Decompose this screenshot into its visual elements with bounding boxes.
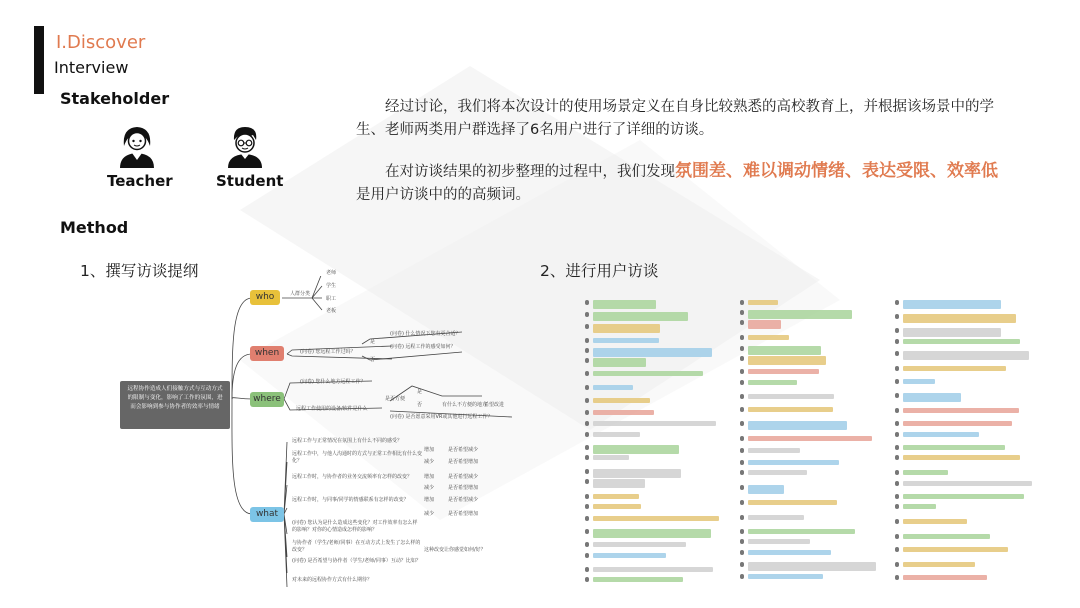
speaker-icon [895, 379, 899, 384]
speaker-icon [740, 515, 744, 520]
where-sub-1: 是否方便 [385, 396, 406, 402]
section-subtitle: Interview [54, 58, 129, 77]
transcript-column-3 [895, 296, 1035, 586]
speaker-icon [895, 351, 899, 356]
what-item: (问卷) 您认为是什么造成这些变化？对工作效率有怎么样的影响？对你的心情造成怎样的影响？ [292, 520, 418, 533]
when-yes-question: (问卷) 什么情况下您有更合适？ [390, 331, 461, 337]
what-item: 远程工作中，与他人沟通时的方式与正常工作相比有什么变化？ [292, 451, 423, 464]
speaker-icon [895, 575, 899, 580]
speaker-icon [585, 516, 589, 521]
transcript-text-block [903, 328, 1001, 337]
transcript-text-block [748, 470, 807, 475]
section-title: Ⅰ.Discover [56, 32, 146, 53]
transcript-text-block [593, 542, 686, 547]
transcript-text-block [903, 519, 967, 524]
speaker-icon [895, 432, 899, 437]
when-yes: 是 [370, 339, 376, 345]
transcript-text-block [593, 300, 656, 309]
transcript-text-block [748, 500, 837, 505]
speaker-icon [585, 553, 589, 558]
transcript-text-block [748, 407, 833, 412]
mindmap-node-what: what [250, 507, 284, 522]
transcript-text-block [748, 310, 852, 319]
transcript-text-block [593, 421, 716, 426]
transcript-text-block [903, 494, 1024, 499]
transcript-text-block [593, 338, 659, 343]
speaker-icon [585, 445, 589, 450]
speaker-icon [585, 358, 589, 363]
transcript-text-block [748, 448, 800, 453]
what-item: 远程工作与正常情况在氛围上有什么不同的感受？ [292, 438, 403, 444]
where-sub-no-answer: 希望改进 [484, 402, 505, 408]
transcript-text-block [903, 300, 1001, 309]
speaker-icon [895, 445, 899, 450]
speaker-icon [740, 529, 744, 534]
speaker-icon [585, 479, 589, 484]
mindmap-node-when: when [250, 346, 284, 361]
transcript-text-block [903, 421, 1012, 426]
speaker-icon [895, 393, 899, 398]
speaker-icon [585, 348, 589, 353]
who-item: 老师 [326, 270, 337, 276]
speaker-icon [585, 469, 589, 474]
transcript-text-block [593, 469, 681, 478]
transcript-text-block [593, 479, 645, 488]
what-sub: 减少 [424, 485, 435, 491]
transcript-text-block [748, 394, 834, 399]
paragraph-2-post: 是用户访谈中的的高频词。 [356, 187, 530, 203]
student-avatar-icon [224, 124, 266, 170]
speaker-icon [585, 398, 589, 403]
what-sub: 增加 [424, 474, 435, 480]
transcript-text-block [748, 574, 823, 579]
speaker-icon [585, 410, 589, 415]
speaker-icon [895, 494, 899, 499]
transcript-text-block [903, 534, 990, 539]
speaker-icon [740, 380, 744, 385]
speaker-icon [895, 421, 899, 426]
transcript-text-block [903, 366, 1006, 371]
paragraph-1: 经过讨论，我们将本次设计的使用场景定义在自身比较熟悉的高校教育上，并根据该场景中的学生、老师两类用户群选择了6名用户进行了详细的访谈。 [356, 99, 994, 138]
transcript-text-block [593, 410, 654, 415]
transcript-text-block [903, 562, 975, 567]
transcript-text-block [903, 408, 1019, 413]
transcript-text-block [593, 577, 683, 582]
speaker-icon [740, 356, 744, 361]
speaker-icon [585, 300, 589, 305]
speaker-icon [895, 300, 899, 305]
speaker-icon [740, 485, 744, 490]
speaker-icon [895, 562, 899, 567]
transcript-text-block [903, 481, 1032, 486]
transcript-text-block [903, 445, 1005, 450]
speaker-icon [740, 562, 744, 567]
teacher-label: Teacher [107, 172, 173, 190]
speaker-icon [585, 577, 589, 582]
transcript-text-block [748, 320, 781, 329]
speaker-icon [740, 320, 744, 325]
paragraph-2 [356, 160, 1006, 207]
speaker-icon [895, 547, 899, 552]
where-sub-no-question: 有什么不方便的地方 [442, 402, 488, 408]
speaker-icon [585, 312, 589, 317]
mindmap-node-who: who [250, 290, 280, 305]
when-no: 否 [370, 357, 376, 363]
transcript-text-block [593, 504, 641, 509]
transcript-text-block [903, 455, 1020, 460]
teacher-avatar-icon [116, 124, 158, 170]
transcript-text-block [748, 380, 797, 385]
what-sub-question: 是否希望增加 [448, 459, 479, 465]
where-question-1: (问卷) 您什么地方远程工作？ [300, 379, 366, 385]
stakeholder-heading: Stakeholder [60, 89, 170, 108]
speaker-icon [740, 335, 744, 340]
transcript-text-block [748, 485, 784, 494]
speaker-icon [585, 529, 589, 534]
transcript-text-block [903, 470, 948, 475]
what-item: 远程工作时，与同事/同学的情感联系有怎样的改变？ [292, 497, 409, 503]
transcript-text-block [748, 356, 826, 365]
speaker-icon [895, 481, 899, 486]
what-future-question: 这种改变让你感觉如何/好？ [424, 547, 486, 553]
speaker-icon [895, 504, 899, 509]
transcript-text-block [903, 351, 1029, 360]
speaker-icon [895, 455, 899, 460]
where-question-3: (问卷) 是否愿意采用VR或其他进行远程工作？ [390, 414, 493, 420]
speaker-icon [895, 534, 899, 539]
method-heading: Method [60, 218, 129, 237]
what-sub-question: 是否希望增加 [448, 485, 479, 491]
where-sub-no: 否 [417, 402, 423, 408]
transcript-text-block [748, 346, 821, 355]
speaker-icon [740, 500, 744, 505]
speaker-icon [740, 300, 744, 305]
transcript-text-block [593, 553, 666, 558]
speaker-icon [740, 470, 744, 475]
transcript-text-block [903, 432, 979, 437]
speaker-icon [895, 519, 899, 524]
speaker-icon [895, 339, 899, 344]
speaker-icon [895, 470, 899, 475]
who-item: 学生 [326, 283, 337, 289]
transcript-text-block [593, 312, 688, 321]
transcript-text-block [903, 339, 1020, 344]
mindmap-node-where: where [250, 392, 284, 407]
what-sub-question: 是否希望增加 [448, 511, 479, 517]
transcript-text-block [903, 504, 936, 509]
speaker-icon [585, 338, 589, 343]
transcript-text-block [903, 314, 1016, 323]
speaker-icon [740, 421, 744, 426]
what-sub-question: 是否希望减少 [448, 447, 479, 453]
transcript-column-2 [740, 296, 880, 586]
speaker-icon [740, 369, 744, 374]
speaker-icon [740, 539, 744, 544]
speaker-icon [585, 567, 589, 572]
speaker-icon [895, 328, 899, 333]
what-sub-question: 是否希望减少 [448, 497, 479, 503]
speaker-icon [585, 371, 589, 376]
transcript-text-block [748, 436, 872, 441]
transcript-text-block [593, 324, 660, 333]
transcript-text-block [748, 300, 778, 305]
transcript-text-block [903, 547, 1008, 552]
transcript-text-block [593, 567, 713, 572]
transcript-text-block [748, 421, 847, 430]
where-sub-yes: 是 [417, 389, 423, 395]
transcript-text-block [748, 550, 831, 555]
speaker-icon [740, 448, 744, 453]
transcript-text-block [593, 516, 719, 521]
speaker-icon [740, 346, 744, 351]
speaker-icon [740, 574, 744, 579]
transcript-text-block [593, 432, 640, 437]
what-sub: 增加 [424, 447, 435, 453]
what-sub: 减少 [424, 511, 435, 517]
speaker-icon [585, 542, 589, 547]
mindmap-center-topic: 远程协作造成人们接触方式与互动方式的限制与变化，影响了工作的氛围，进而会影响到参与协作者的效率与情绪 [120, 381, 230, 429]
transcript-text-block [748, 529, 855, 534]
transcript-text-block [748, 562, 876, 571]
what-sub: 减少 [424, 459, 435, 465]
speaker-icon [740, 310, 744, 315]
transcript-text-block [748, 369, 819, 374]
section-accent-bar [34, 26, 44, 94]
what-item: 对未来的远程协作方式有什么期待？ [292, 577, 373, 583]
student-label: Student [216, 172, 284, 190]
speaker-icon [585, 455, 589, 460]
transcript-text-block [593, 358, 646, 367]
speaker-icon [740, 407, 744, 412]
transcript-text-block [748, 460, 839, 465]
what-item: 远程工作时，与协作者的业务交流频率有怎样的改变？ [292, 474, 413, 480]
transcript-text-block [593, 494, 639, 499]
what-sub: 增加 [424, 497, 435, 503]
where-question-2: 远程工作使用的设备/软件是什么 [296, 406, 368, 412]
step-1-label: 1、撰写访谈提纲 [80, 262, 199, 280]
who-item: 老板 [326, 308, 337, 314]
transcript-text-block [903, 393, 961, 402]
speaker-icon [895, 314, 899, 319]
what-item: (问卷) 是否希望与协作者（学生/老师/同事）互动？比如？ [292, 558, 421, 564]
speaker-icon [740, 394, 744, 399]
speaker-icon [740, 460, 744, 465]
transcript-text-block [903, 379, 935, 384]
transcript-text-block [593, 398, 650, 403]
transcript-text-block [903, 575, 987, 580]
step-2-label: 2、进行用户访谈 [540, 262, 659, 280]
speaker-icon [740, 550, 744, 555]
transcript-text-block [748, 515, 804, 520]
who-item: 职工 [326, 296, 337, 302]
who-branch: 人群分类 [290, 291, 311, 297]
speaker-icon [585, 385, 589, 390]
transcript-text-block [593, 455, 629, 460]
paragraph-2-pre: 在对访谈结果的初步整理的过程中，我们发现 [385, 164, 675, 180]
speaker-icon [585, 421, 589, 426]
transcript-text-block [593, 371, 703, 376]
speaker-icon [895, 366, 899, 371]
what-item: 与协作者（学生/老师/同事）在互动方式上发生了怎么样的改变？ [292, 540, 421, 553]
speaker-icon [740, 436, 744, 441]
transcript-text-block [748, 539, 810, 544]
transcript-text-block [593, 385, 633, 390]
transcript-text-block [748, 335, 789, 340]
speaker-icon [895, 408, 899, 413]
interview-transcripts [585, 296, 1025, 586]
speaker-icon [585, 494, 589, 499]
speaker-icon [585, 504, 589, 509]
when-question: (问卷) 您远程工作过吗？ [300, 349, 356, 355]
transcript-text-block [593, 445, 679, 454]
transcript-column-1 [585, 296, 725, 586]
paragraph-2-highlight: 氛围差、难以调动情绪、表达受限、效率低 [675, 161, 998, 181]
transcript-text-block [593, 529, 711, 538]
speaker-icon [585, 432, 589, 437]
speaker-icon [585, 324, 589, 329]
what-sub-question: 是否希望减少 [448, 474, 479, 480]
interview-outline-mindmap [112, 270, 512, 592]
transcript-text-block [593, 348, 712, 357]
when-no-question: (问卷) 远程工作的感受如何？ [390, 344, 456, 350]
